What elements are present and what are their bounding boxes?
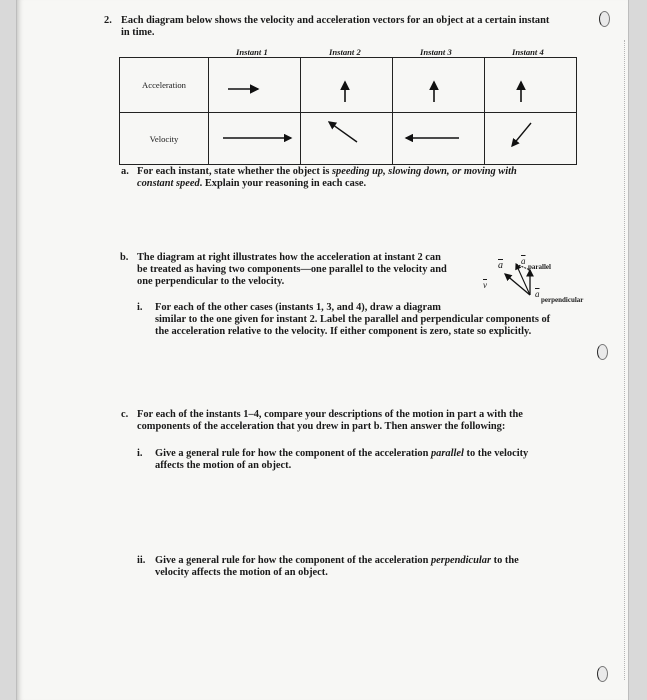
diagram-label-v: $\overline{v}$: [483, 280, 487, 290]
question-text-line1: Each diagram below shows the velocity and acceleration vectors for an object at a certain instant: [121, 15, 550, 26]
part-a-text-start: For each instant, state whether the object is: [137, 166, 330, 177]
part-c-line1: For each of the instants 1–4, compare your descriptions of the motion in part a with the: [137, 409, 523, 420]
part-c-ii-line1-end: to the: [493, 555, 519, 566]
part-c-i-line1-start: Give a general rule for how the component of the acceleration: [155, 448, 429, 459]
question-number: 2.: [104, 15, 112, 26]
diagram-label-perp-sub: perpendicular: [541, 296, 584, 304]
header-instant-3: Instant 3: [420, 47, 452, 57]
part-b-i-line2: similar to the one given for instant 2. Label the parallel and perpendicular components of: [155, 314, 551, 325]
part-a-line2: [137, 178, 366, 191]
part-c-label: c.: [121, 409, 129, 420]
part-a-text-italic: speeding up, slowing down, or moving with: [332, 166, 517, 177]
part-c-i-line1: [155, 448, 528, 461]
row-label-acceleration: Acceleration: [120, 58, 209, 113]
part-c-ii-label: ii.: [137, 555, 146, 566]
vel-arrow-2: [329, 122, 357, 142]
part-c-i-line1-end: to the velocity: [466, 448, 529, 459]
part-b-line1: The diagram at right illustrates how the acceleration at instant 2 can: [137, 252, 441, 263]
part-b-i-line3: the acceleration relative to the velocity. If either component is zero, state so explicitly.: [155, 326, 532, 337]
part-a-line2-rest: . Explain your reasoning in each case.: [199, 178, 367, 189]
part-a-text: [137, 166, 517, 179]
diagram-label-a: $\overline{a}$: [498, 260, 503, 271]
header-instant-2: Instant 2: [329, 47, 361, 57]
part-b-line2: be treated as having two components—one parallel to the velocity and: [137, 264, 447, 275]
diagram-label-parallel-sub: parallel: [528, 263, 551, 271]
part-c-ii-line1: [155, 555, 519, 568]
part-b-label: b.: [120, 252, 129, 263]
diagram-label-a-parallel: $\overline{a}$: [521, 256, 526, 266]
part-c-ii-line2: velocity affects the motion of an object.: [155, 567, 328, 578]
header-instant-1: Instant 1: [236, 47, 268, 57]
part-b-i-label: i.: [137, 302, 143, 313]
part-a-label: a.: [121, 166, 129, 177]
diagram-label-a-perp: $\overline{a}$: [535, 289, 540, 299]
part-c-i-line2: affects the motion of an object.: [155, 460, 292, 471]
diagram-velocity-arrow: [505, 274, 530, 295]
part-c-line2: components of the acceleration that you drew in part b. Then answer the following:: [137, 421, 506, 432]
part-c-ii-line1-italic: perpendicular: [430, 555, 492, 566]
part-b-i-line1: For each of the other cases (instants 1, 3, and 4), draw a diagram: [155, 302, 441, 313]
part-b-line3: one perpendicular to the velocity.: [137, 276, 285, 287]
row-label-velocity: Velocity: [120, 113, 209, 165]
question-text-line2: in time.: [121, 27, 155, 38]
part-c-i-label: i.: [137, 448, 143, 459]
part-a-line2-italic: constant speed: [137, 178, 200, 189]
part-c-i-line1-italic: parallel: [430, 448, 464, 459]
vel-arrow-4: [512, 123, 531, 146]
part-c-ii-line1-start: Give a general rule for how the component of the acceleration: [155, 555, 429, 566]
header-instant-4: Instant 4: [512, 47, 544, 57]
